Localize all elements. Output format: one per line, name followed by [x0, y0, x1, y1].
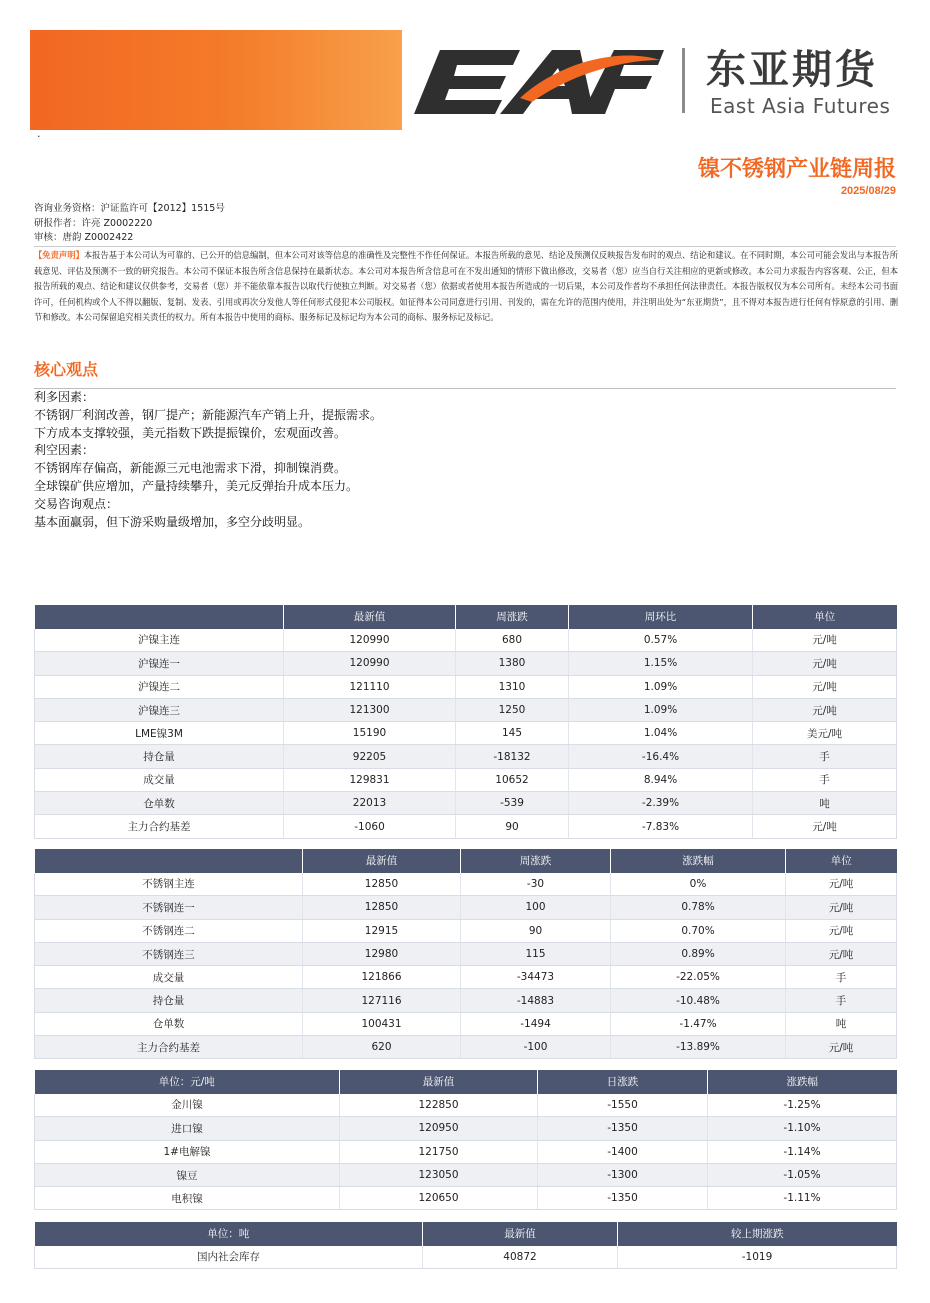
row-label: 沪镍连三: [35, 698, 284, 721]
table-cell: 115: [461, 942, 611, 965]
table-cell: 123050: [340, 1163, 538, 1186]
core-line: 全球镍矿供应增加，产量持续攀升，美元反弹抬升成本压力。: [34, 478, 359, 493]
row-label: LME镍3M: [35, 722, 284, 745]
row-label: 沪镍连一: [35, 652, 284, 675]
column-header: 单位：元/吨: [35, 1070, 340, 1094]
row-label: 1#电解镍: [35, 1140, 340, 1163]
table-cell: 10652: [456, 768, 569, 791]
row-label: 不锈钢连一: [35, 896, 303, 919]
table-cell: -7.83%: [569, 815, 753, 838]
table-cell: 145: [456, 722, 569, 745]
row-label: 持仓量: [35, 989, 303, 1012]
table-cell: -30: [461, 873, 611, 896]
column-header: 涨跌幅: [708, 1070, 897, 1094]
table-cell: 120950: [340, 1117, 538, 1140]
table-row: [35, 873, 897, 896]
table-cell: 美元/吨: [753, 722, 897, 745]
table-cell: -16.4%: [569, 745, 753, 768]
logo-divider: [682, 48, 685, 113]
table-cell: -1.47%: [611, 1012, 786, 1035]
table-row: [35, 698, 897, 721]
table-cell: 121300: [284, 698, 456, 721]
table-cell: 100: [461, 896, 611, 919]
core-line-bear-heading: 利空因素：: [34, 443, 95, 458]
column-header: 单位：吨: [35, 1222, 423, 1246]
table-cell: 吨: [753, 792, 897, 815]
table-cell: 元/吨: [753, 629, 897, 652]
table-cell: -100: [461, 1036, 611, 1059]
table-cell: 吨: [786, 1012, 897, 1035]
table-cell: 121866: [303, 966, 461, 989]
table-header-row: [35, 605, 897, 629]
table-cell: 0.78%: [611, 896, 786, 919]
meta-license: 咨询业务资格：沪证监许可【2012】1515号: [34, 203, 225, 214]
table-row: [35, 815, 897, 838]
row-label: 不锈钢连三: [35, 942, 303, 965]
table-cell: 元/吨: [786, 942, 897, 965]
column-header: 单位: [786, 849, 897, 873]
brand-name-cn: 东亚期货: [706, 47, 878, 93]
table-header-row: [35, 1070, 897, 1094]
table-cell: 127116: [303, 989, 461, 1012]
table-cell: 元/吨: [786, 1036, 897, 1059]
table-cell: 1.15%: [569, 652, 753, 675]
table-cell: 0.57%: [569, 629, 753, 652]
table-cell: -1.10%: [708, 1117, 897, 1140]
table-cell: 0%: [611, 873, 786, 896]
column-header: 最新值: [303, 849, 461, 873]
row-label: 不锈钢主连: [35, 873, 303, 896]
disclaimer-tag: 【免责声明】: [34, 250, 84, 260]
table-cell: -1494: [461, 1012, 611, 1035]
table-row: [35, 1094, 897, 1117]
nickel-futures-table: [34, 605, 897, 839]
table-cell: -1.05%: [708, 1163, 897, 1186]
table-row: [35, 722, 897, 745]
row-label: 成交量: [35, 966, 303, 989]
row-label: 主力合约基差: [35, 815, 284, 838]
table-cell: 120650: [340, 1187, 538, 1210]
table-cell: 手: [753, 745, 897, 768]
table-cell: 8.94%: [569, 768, 753, 791]
table-cell: 手: [786, 989, 897, 1012]
table-cell: 121110: [284, 675, 456, 698]
table-cell: 620: [303, 1036, 461, 1059]
table-cell: 手: [753, 768, 897, 791]
nickel-spot-table: [34, 1070, 897, 1210]
table-cell: -34473: [461, 966, 611, 989]
disclaimer: [34, 248, 898, 326]
table-cell: -539: [456, 792, 569, 815]
table-cell: -18132: [456, 745, 569, 768]
table-cell: -14883: [461, 989, 611, 1012]
row-label: 金川镍: [35, 1094, 340, 1117]
column-header: [35, 849, 303, 873]
table-cell: 1250: [456, 698, 569, 721]
table-cell: -1019: [618, 1246, 897, 1269]
table-row: [35, 652, 897, 675]
table-row: [35, 1187, 897, 1210]
table-cell: 1310: [456, 675, 569, 698]
table-cell: 22013: [284, 792, 456, 815]
row-label: 沪镍主连: [35, 629, 284, 652]
table-cell: -1350: [538, 1117, 708, 1140]
table-cell: 元/吨: [786, 873, 897, 896]
table-cell: 12850: [303, 896, 461, 919]
row-label: 仓单数: [35, 792, 284, 815]
core-view-title: 核心观点: [34, 360, 99, 379]
column-header: 周涨跌: [456, 605, 569, 629]
table-cell: 90: [456, 815, 569, 838]
table-cell: 120990: [284, 652, 456, 675]
column-header: 较上期涨跌: [618, 1222, 897, 1246]
stainless-futures-table: [34, 849, 897, 1059]
table-cell: -22.05%: [611, 966, 786, 989]
table-row: [35, 629, 897, 652]
table-cell: -1.14%: [708, 1140, 897, 1163]
column-header: 最新值: [340, 1070, 538, 1094]
row-label: 主力合约基差: [35, 1036, 303, 1059]
table-cell: 0.89%: [611, 942, 786, 965]
column-header: 周环比: [569, 605, 753, 629]
table-cell: 92205: [284, 745, 456, 768]
table-row: [35, 675, 897, 698]
meta-reviewer: 审核：唐韵 Z0002422: [34, 232, 134, 243]
table-row: [35, 989, 897, 1012]
table-cell: 12850: [303, 873, 461, 896]
table-cell: 12980: [303, 942, 461, 965]
table-row: [35, 768, 897, 791]
table-row: [35, 792, 897, 815]
row-label: 沪镍连二: [35, 675, 284, 698]
column-header: 最新值: [423, 1222, 618, 1246]
table-row: [35, 919, 897, 942]
brand-name-en: East Asia Futures: [710, 94, 891, 118]
table-cell: 100431: [303, 1012, 461, 1035]
table-cell: -1300: [538, 1163, 708, 1186]
table-row: [35, 1140, 897, 1163]
table-cell: 0.70%: [611, 919, 786, 942]
table-cell: -1350: [538, 1187, 708, 1210]
column-header: 最新值: [284, 605, 456, 629]
meta-author: 研报作者：许亮 Z0002220: [34, 217, 153, 229]
column-header: 单位: [753, 605, 897, 629]
table-cell: -1060: [284, 815, 456, 838]
row-label: 国内社会库存: [35, 1246, 423, 1269]
row-label: 电积镍: [35, 1187, 340, 1210]
column-header: 涨跌幅: [611, 849, 786, 873]
row-label: 成交量: [35, 768, 284, 791]
table-row: [35, 1117, 897, 1140]
row-label: 持仓量: [35, 745, 284, 768]
table-cell: -1550: [538, 1094, 708, 1117]
table-cell: 122850: [340, 1094, 538, 1117]
table-cell: 40872: [423, 1246, 618, 1269]
table-header-row: [35, 1222, 897, 1246]
table-cell: 680: [456, 629, 569, 652]
table-row: [35, 1246, 897, 1269]
core-line: 不锈钢库存偏高，新能源三元电池需求下滑，抑制镍消费。: [34, 461, 347, 476]
table-cell: -10.48%: [611, 989, 786, 1012]
disclaimer-text: 本报告基于本公司认为可靠的、已公开的信息编制，但本公司对该等信息的准确性及完整性不作任何保证。本报告所载的意见、结论及预测仅反映报告发布时的观点、结论和建议。在不同时期，本公司可能会发出与本报告所载意见、评估及预测不一致的研究报告。本公司不保证本报告所含信息保持在最新状态。本公司对本报告所含信息可在不发出通知的情形下做出修改，交易者（您）应当自行关注相应的更新或修改。本公司力求报告内容客观、公正，但本报告所载的观点、结论和建议仅供参考，交易者（您）并不能依靠本报告以取代行使独立判断。对交易者（您）依据或者使用本报告所造成的一切后果，本公司及作者均不承担任何法律责任。本报告版权仅为本公司所有。未经本公司书面许可，任何机构或个人不得以翻版、复制、发表、引用或再次分发他人等任何形式侵犯本公司版权。如征得本公司同意进行引用、刊发的，需在允许的范围内使用，并注明出处为“东亚期货”，且不得对本报告进行任何有悖原意的引用、删节和修改。本公司保留追究相关责任的权力。所有本报告中使用的商标、服务标记及标记均为本公司的商标、服务标记及标记。: [34, 250, 898, 323]
table-cell: 1380: [456, 652, 569, 675]
column-header: [35, 605, 284, 629]
core-line: 下方成本支撑较强，美元指数下跌提振镍价，宏观面改善。: [34, 425, 347, 440]
header-orange-banner: [30, 30, 402, 130]
core-line: 不锈钢厂利润改善，钢厂提产；新能源汽车产销上升，提振需求。: [34, 407, 383, 422]
table-cell: 元/吨: [753, 675, 897, 698]
table-row: [35, 942, 897, 965]
table-cell: 120990: [284, 629, 456, 652]
table-cell: 129831: [284, 768, 456, 791]
table-row: [35, 966, 897, 989]
table-cell: -1.11%: [708, 1187, 897, 1210]
core-line-bull-heading: 利多因素：: [34, 390, 95, 404]
report-title: 镍不锈钢产业链周报: [697, 157, 896, 182]
core-line: 基本面赢弱，但下游采购量级增加，多空分歧明显。: [34, 514, 311, 529]
table-cell: -1.25%: [708, 1094, 897, 1117]
column-header: 日涨跌: [538, 1070, 708, 1094]
column-header: 周涨跌: [461, 849, 611, 873]
table-row: [35, 1036, 897, 1059]
table-cell: -13.89%: [611, 1036, 786, 1059]
table-cell: 90: [461, 919, 611, 942]
page-mark: ·: [37, 130, 41, 143]
table-cell: 手: [786, 966, 897, 989]
row-label: 镍豆: [35, 1163, 340, 1186]
table-row: [35, 1012, 897, 1035]
table-cell: 元/吨: [786, 896, 897, 919]
table-cell: 1.09%: [569, 698, 753, 721]
logo-letter-e: [414, 50, 520, 114]
table-row: [35, 896, 897, 919]
core-view-body: [34, 389, 382, 531]
nickel-inventory-table: [34, 1222, 897, 1269]
table-row: [35, 745, 897, 768]
table-cell: 元/吨: [753, 652, 897, 675]
table-cell: 1.09%: [569, 675, 753, 698]
core-line-advice-heading: 交易咨询观点：: [34, 496, 119, 511]
table-header-row: [35, 849, 897, 873]
table-row: [35, 1163, 897, 1186]
row-label: 进口镍: [35, 1117, 340, 1140]
meta-divider: [34, 246, 896, 247]
table-cell: 元/吨: [753, 698, 897, 721]
table-cell: 15190: [284, 722, 456, 745]
row-label: 仓单数: [35, 1012, 303, 1035]
table-cell: -2.39%: [569, 792, 753, 815]
table-cell: 元/吨: [786, 919, 897, 942]
row-label: 不锈钢连二: [35, 919, 303, 942]
report-meta: [34, 202, 225, 246]
table-cell: 121750: [340, 1140, 538, 1163]
table-cell: -1400: [538, 1140, 708, 1163]
table-cell: 1.04%: [569, 722, 753, 745]
report-date: 2025/08/29: [840, 185, 896, 197]
table-cell: 12915: [303, 919, 461, 942]
table-cell: 元/吨: [753, 815, 897, 838]
